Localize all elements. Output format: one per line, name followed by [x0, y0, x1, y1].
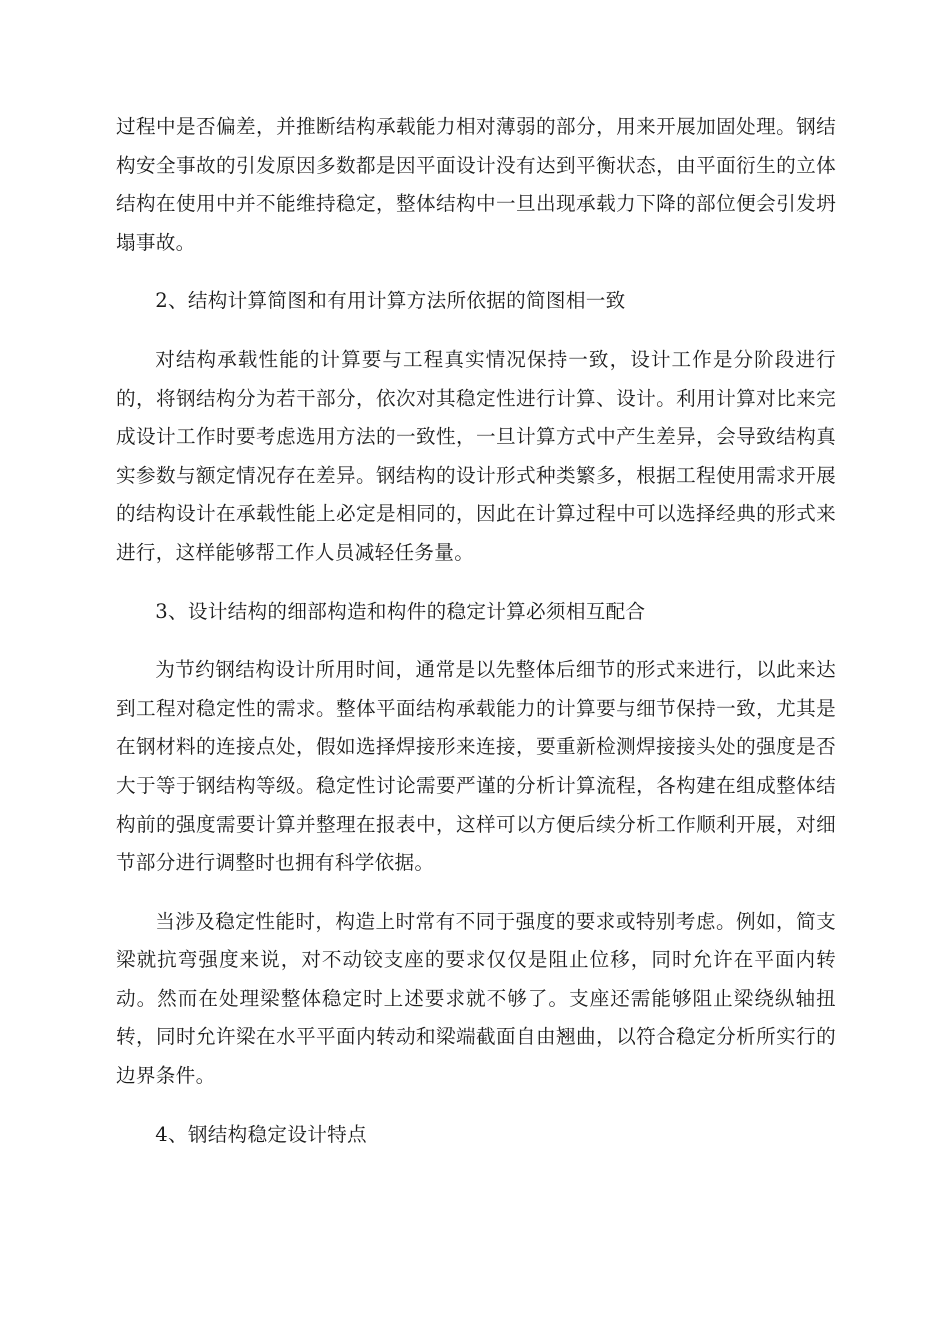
section-heading-3: 3、设计结构的细部构造和构件的稳定计算必须相互配合: [155, 599, 646, 623]
paragraph-continued: 过程中是否偏差，并推断结构承载能力相对薄弱的部分，用来开展加固处理。钢结构安全事故的引发原因多数都是因平面设计没有达到平衡状态，由平面衍生的立体结构在使用中并不能维持稳定，整体结构中一旦出现承载力下降的部位便会引发坍塌事故。: [116, 115, 836, 254]
section-heading-4: 4、钢结构稳定设计特点: [155, 1122, 367, 1146]
paragraph-section-3a: 为节约钢结构设计所用时间，通常是以先整体后细节的形式来进行，以此来达到工程对稳定性的需求。整体平面结构承载能力的计算要与细节保持一致，尤其是在钢材料的连接点处，假如选择焊接形来连接，要重新检测焊接接头处的强度是否大于等于钢结构等级。稳定性讨论需要严谨的分析计算流程，各构建在组成整体结构前的强度需要计算并整理在报表中，这样可以方便后续分析工作顺利开展，对细节部分进行调整时也拥有科学依据。: [116, 658, 836, 875]
paragraph-section-3b: 当涉及稳定性能时，构造上时常有不同于强度的要求或特别考虑。例如，简支梁就抗弯强度来说，对不动铰支座的要求仅仅是阻止位移，同时允许在平面内转动。然而在处理梁整体稳定时上述要求就不够了。支座还需能够阻止梁绕纵轴扭转，同时允许梁在水平平面内转动和梁端截面自由翘曲，以符合稳定分析所实行的边界条件。: [116, 909, 836, 1088]
paragraph-section-2: 对结构承载性能的计算要与工程真实情况保持一致，设计工作是分阶段进行的，将钢结构分为若干部分，依次对其稳定性进行计算、设计。利用计算对比来完成设计工作时要考虑选用方法的一致性，一旦计算方式中产生差异，会导致结构真实参数与额定情况存在差异。钢结构的设计形式种类繁多，根据工程使用需求开展的结构设计在承载性能上必定是相同的，因此在计算过程中可以选择经典的形式来进行，这样能够帮工作人员减轻任务量。: [116, 347, 836, 564]
section-heading-2: 2、结构计算简图和有用计算方法所依据的简图相一致: [155, 289, 626, 313]
document-page: [116, 108, 836, 1154]
